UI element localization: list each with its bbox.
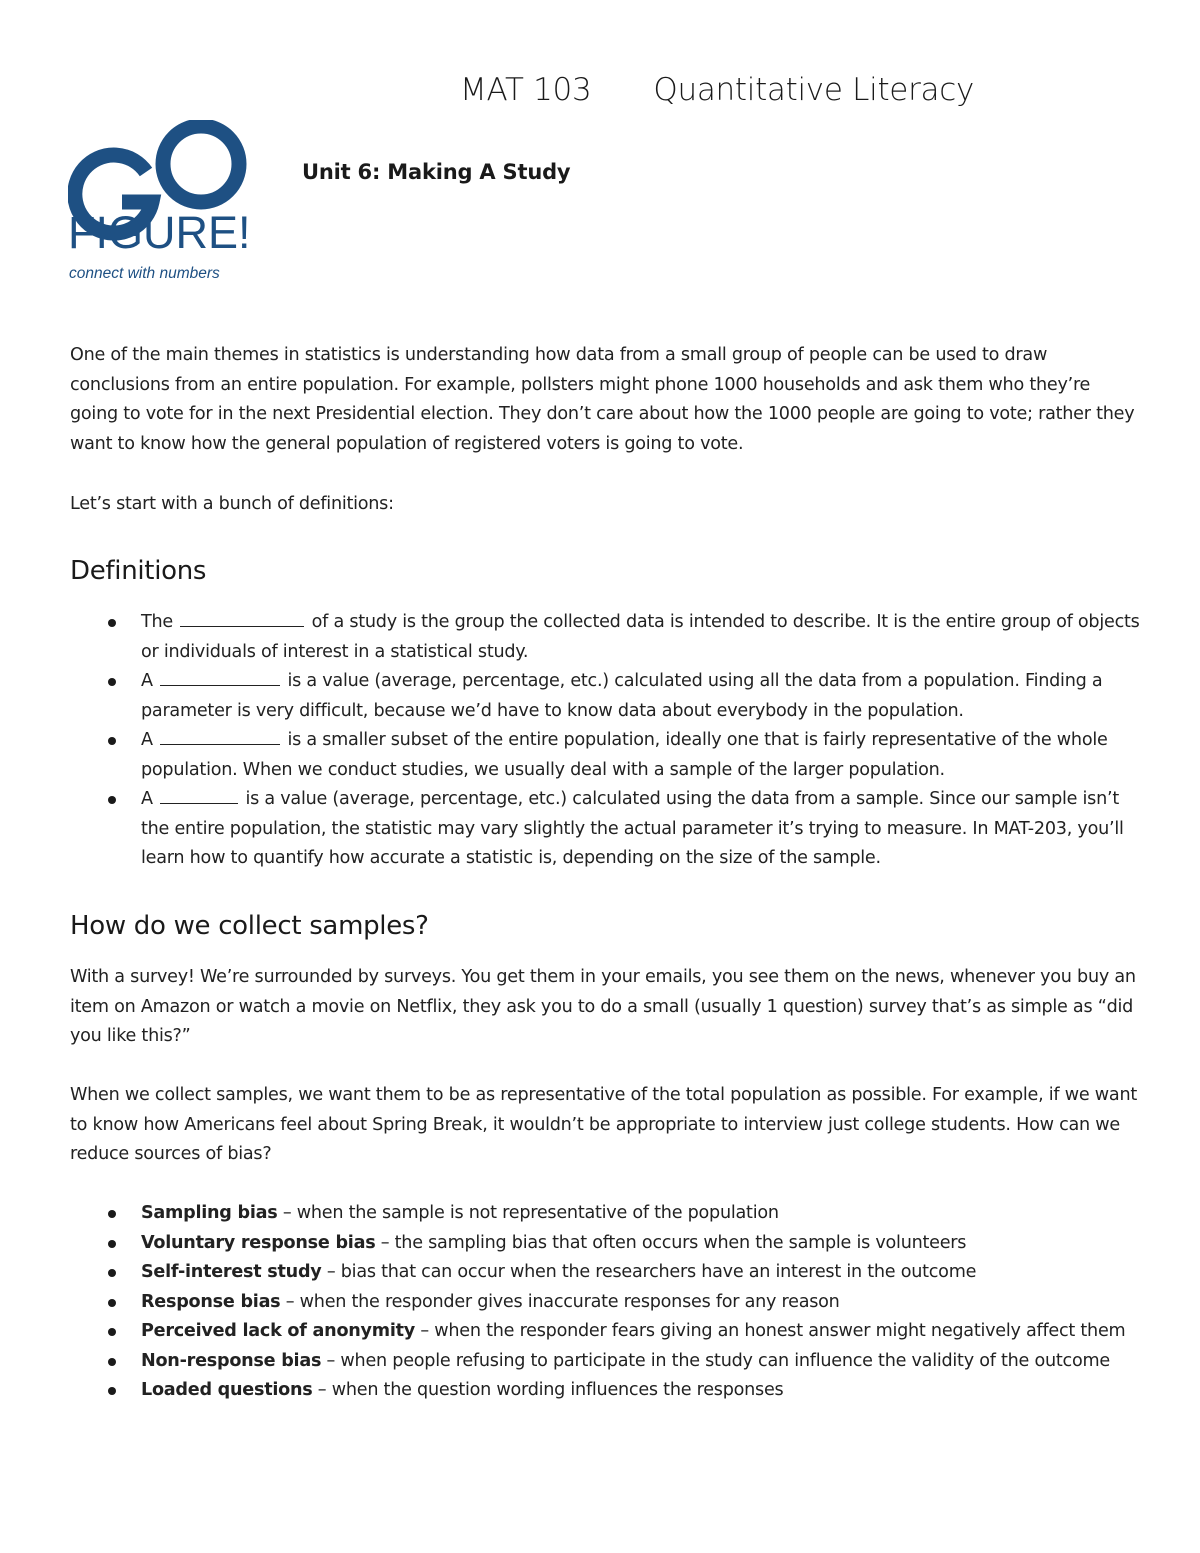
definition-before: A — [141, 671, 153, 691]
unit-title: Unit 6: Making A Study — [302, 160, 571, 184]
bias-term: Sampling bias — [141, 1203, 278, 1223]
intro-lead-in: Let’s start with a bunch of definitions: — [70, 494, 394, 514]
bias-term: Voluntary response bias — [141, 1232, 376, 1253]
fill-in-blank[interactable] — [160, 728, 280, 745]
bias-description: – when the responder fears giving an honest answer might negatively affect them — [415, 1321, 1126, 1341]
intro-paragraph: One of the main themes in statistics is understanding how data from a small group of people can be used to draw conclusions from an entire population. For example, pollsters might phone 1000 households and ask them who they’re going to vote for in the next Presidential election. They don’t care about how the 1000 people are going to vote; rather they want to know how the general population of registered voters is going to vote. — [70, 345, 1135, 454]
samples-paragraph-1: With a survey! We’re surrounded by surveys. You get them in your emails, you see them on the news, whenever you buy an item on Amazon or watch a movie on Netflix, they ask you to do a small (usually 1 question) survey that’s as simple as “did you like this?” — [70, 967, 1136, 1046]
bullet-icon — [108, 619, 116, 627]
bias-item — [0, 1229, 1140, 1259]
bias-description: – when people refusing to participate in the study can influence the validity of the outcome — [321, 1350, 1110, 1371]
bias-term: Loaded questions — [141, 1380, 313, 1400]
definition-after: is a value (average, percentage, etc.) calculated using the data from a sample. Since our sample isn’t the entire population, the statistic may vary slightly the actual parameter it’s trying to measure. In MAT-203, you’ll learn how to quantify how accurate a statistic is, depending on the size of the sample. — [141, 789, 1124, 868]
definitions-heading: Definitions — [70, 556, 207, 586]
bullet-icon — [108, 1210, 116, 1218]
go-figure-logo — [68, 120, 258, 286]
bullet-icon — [108, 796, 116, 804]
bullet-icon — [108, 1240, 116, 1248]
bias-item — [0, 1288, 1140, 1318]
bias-item — [0, 1258, 1140, 1288]
fill-in-blank[interactable] — [160, 669, 280, 686]
bullet-icon — [108, 1299, 116, 1307]
bias-item — [0, 1376, 1140, 1406]
bias-list — [0, 1199, 1140, 1406]
definition-after: is a smaller subset of the entire population, ideally one that is fairly representative of the whole population. When we conduct studies, we usually deal with a sample of the larger population. — [141, 730, 1108, 780]
bullet-icon — [108, 737, 116, 745]
definitions-list — [0, 608, 1140, 874]
bullet-icon — [108, 1328, 116, 1336]
bias-description: – bias that can occur when the researchers have an interest in the outcome — [321, 1262, 977, 1282]
fill-in-blank[interactable] — [180, 610, 304, 627]
definition-item — [0, 667, 1140, 726]
samples-heading: How do we collect samples? — [70, 911, 429, 941]
bias-item — [0, 1347, 1140, 1377]
bias-description: – the sampling bias that often occurs when the sample is volunteers — [375, 1232, 967, 1253]
bias-description: – when the question wording influences the responses — [312, 1380, 784, 1400]
bias-term: Response bias — [141, 1291, 281, 1312]
course-title — [460, 72, 974, 108]
definition-after: of a study is the group the collected data is intended to describe. It is the entire group of objects or individuals of interest in a statistical study. — [141, 612, 1140, 662]
bias-term: Self-interest study — [141, 1262, 322, 1282]
bias-item — [0, 1199, 1140, 1229]
bias-term: Perceived lack of anonymity — [141, 1321, 416, 1341]
definition-after: is a value (average, percentage, etc.) calculated using all the data from a population. Finding a parameter is very difficult, because we’d have to know data about everybody in the population. — [141, 671, 1103, 721]
course-code: MAT 103 — [460, 72, 592, 108]
bias-item — [0, 1317, 1140, 1347]
bullet-icon — [108, 1387, 116, 1395]
samples-paragraph-2: When we collect samples, we want them to be as representative of the total population as possible. For example, if we want to know how Americans feel about Spring Break, it wouldn’t be appropriate to interview just college students. How can we reduce sources of bias? — [70, 1085, 1137, 1164]
bias-description: – when the responder gives inaccurate responses for any reason — [280, 1291, 840, 1312]
bias-term: Non-response bias — [141, 1350, 322, 1371]
course-name: Quantitative Literacy — [653, 72, 974, 108]
definition-before: A — [141, 730, 153, 750]
bullet-icon — [108, 678, 116, 686]
definition-item — [0, 785, 1140, 874]
definition-before: The — [141, 612, 173, 632]
fill-in-blank[interactable] — [160, 787, 238, 804]
definition-before: A — [141, 789, 153, 809]
logo-figure-text: FIGURE! — [68, 207, 251, 258]
definition-item — [0, 608, 1140, 667]
definition-item — [0, 726, 1140, 785]
bullet-icon — [108, 1358, 116, 1366]
logo-tagline: connect with numbers — [69, 265, 220, 282]
bias-description: – when the sample is not representative of the population — [277, 1203, 779, 1223]
bullet-icon — [108, 1269, 116, 1277]
